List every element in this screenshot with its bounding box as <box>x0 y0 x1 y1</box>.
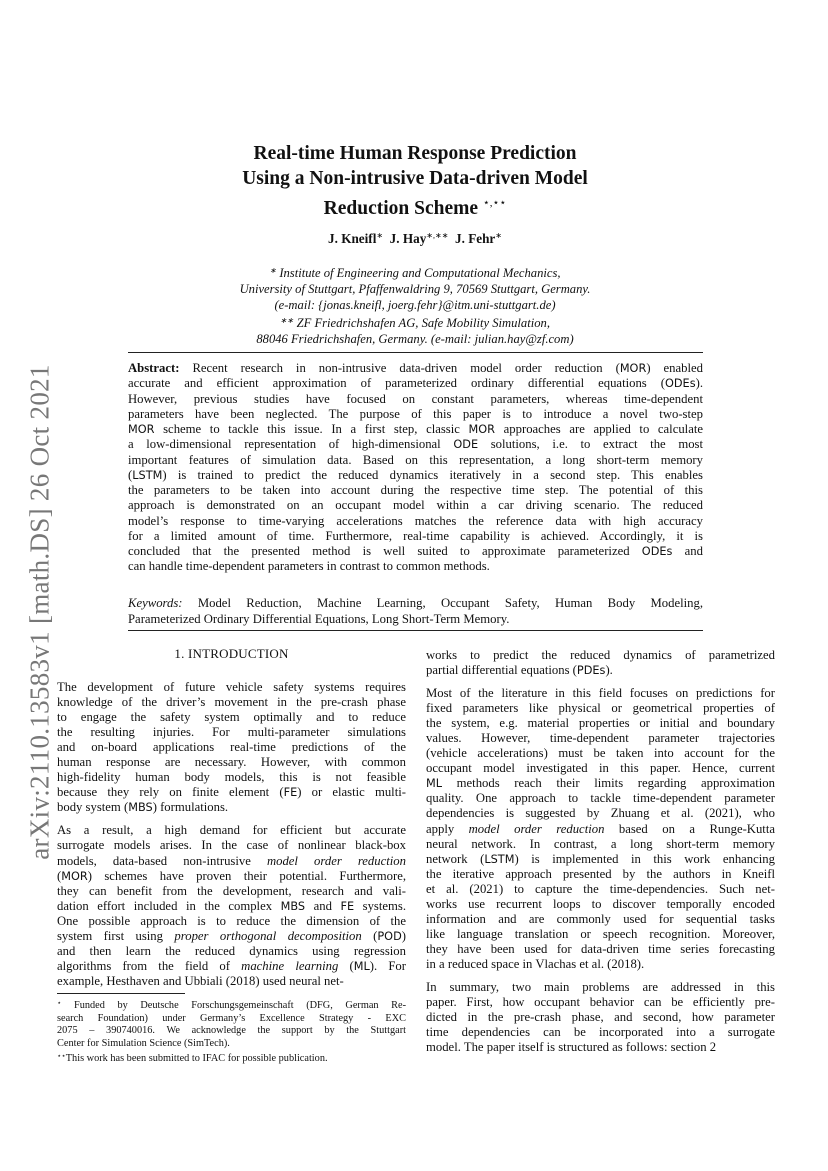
section-heading: 1. INTRODUCTION <box>174 646 289 661</box>
author: J. Fehr∗ <box>455 231 502 246</box>
footnote-line: Center for Simulation Science (SimTech). <box>57 1037 230 1049</box>
body-line: they have been used for data-driven time series forecasting <box>426 941 775 956</box>
body-line: partial differential equations (PDEs). <box>426 663 613 678</box>
title-line: Using a Non-intrusive Data-driven Model <box>242 167 588 189</box>
body-line: fixed parameters like physical or geometrical properties of <box>426 701 775 716</box>
arxiv-identifier: arXiv:2110.13583v1 [math.DS] 26 Oct 2021 <box>24 364 55 860</box>
abstract-line: However, previous studies have focused on constant parameters, whereas time-dependent <box>128 391 703 406</box>
abstract-line: important features of simulation data. Based on this representation, a long short-term memory <box>128 452 703 467</box>
body-line: in a reduced space in Vlachas et al. (2018). <box>426 956 645 971</box>
right-column <box>426 648 775 1063</box>
affiliation-line: ∗ Institute of Engineering and Computational Mechanics, <box>269 266 561 280</box>
abstract-label: Abstract: <box>128 361 180 375</box>
body-line: (MOR) schemes have proven their potential. Furthermore, <box>57 868 406 883</box>
abstract-line: concluded that the presented method is well suited to approximate parameterized ODEs and <box>128 544 703 558</box>
footnotes <box>57 997 406 1066</box>
keywords-line: Parameterized Ordinary Differential Equations, Long Short-Term Memory. <box>128 611 510 626</box>
paper-title <box>150 142 680 222</box>
affiliation-line: 88046 Friedrichshafen, Germany. (e-mail: julian.hay@zf.com) <box>256 332 574 347</box>
body-line: like language translation or speech recognition. Moreover, <box>426 926 775 941</box>
body-line: to engage the safety system optimally and to reduce <box>57 710 406 725</box>
affiliations <box>150 263 680 348</box>
body-line: high-fidelity human body models, this is not feasible <box>57 770 406 785</box>
body-line: time dependencies can be incorporated into a surrogate <box>426 1025 775 1040</box>
body-line: One possible approach is to reduce the dimension of the <box>57 913 406 928</box>
footnote-mark: ⋆ <box>57 999 62 1007</box>
abstract-line: parameters have been neglected. The purpose of this paper is to introduce a novel two-step <box>128 406 703 421</box>
author-list <box>150 231 680 247</box>
left-column <box>57 680 406 997</box>
body-paragraph <box>57 680 406 815</box>
body-line: In summary, two main problems are addressed in this <box>426 979 775 994</box>
title-line <box>150 191 680 222</box>
body-paragraph <box>426 686 775 972</box>
body-line: dation effort included in the complex MBS and FE systems. <box>57 898 406 913</box>
body-line: dicted in the pre-crash phase, and second, how parameter <box>426 1010 775 1025</box>
body-line: dependencies is suggested by Zhuang et al. (2021), who <box>426 806 775 821</box>
abstract-line: approach is demonstrated on an occupant model within a car driving scenario. The reduced <box>128 498 703 513</box>
title-line-text: Reduction Scheme <box>323 198 479 219</box>
body-line: occupant model investigated in this paper. Hence, current <box>426 761 775 776</box>
author: J. Kneifl∗ <box>328 231 384 246</box>
body-line: values. However, time-dependent parameter trajectories <box>426 731 775 746</box>
body-line: As a result, a high demand for efficient but accurate <box>57 823 406 838</box>
abstract-line: Abstract: Recent research in non-intrusive data-driven model order reduction (MOR) enabled <box>128 361 703 375</box>
body-line: Most of the literature in this field focuses on predictions for <box>426 686 775 701</box>
body-line: model. The paper itself is structured as follows: section 2 <box>426 1040 717 1055</box>
body-line: knowledge of the driver’s movement in the pre-crash phase <box>57 695 406 710</box>
body-paragraph <box>57 823 406 989</box>
body-line: et al. (2021) to capture the time-dependencies. Such net- <box>426 881 775 896</box>
body-line: because they rely on finite element (FE) or elastic multi- <box>57 785 406 800</box>
abstract-line: the parameters to be taken into account during the respective time step. The potential of this <box>128 483 703 497</box>
affiliation-line: (e-mail: {jonas.kneifl, joerg.fehr}@itm.uni-stuttgart.de) <box>274 297 556 312</box>
body-line: surrogate models arises. In the case of nonlinear black-box <box>57 838 406 853</box>
body-line: the resulting injuries. For multi-parameter simulations <box>57 725 406 740</box>
abstract-line: model’s response to time-varying accelerations matches the reference data with high accuracy <box>128 513 703 528</box>
body-line: works to predict the reduced dynamics of parametrized <box>426 648 775 662</box>
body-paragraph <box>426 980 775 1055</box>
author: J. Hay∗,∗∗ <box>389 231 449 246</box>
footnote-line: ⋆ Funded by Deutsche Forschungsgemeinschaft (DFG, German Re- <box>57 999 406 1011</box>
body-line: example, Hesthaven and Ubbiali (2018) used neural net- <box>57 973 344 988</box>
abstract-line: a low-dimensional representation of high-dimensional ODE solutions, i.e. to extract the most <box>128 437 703 452</box>
abstract-top-rule <box>128 352 703 353</box>
abstract-bottom-rule <box>128 630 703 631</box>
body-line: system first using proper orthogonal decomposition (POD) <box>57 928 406 943</box>
body-line: The development of future vehicle safety systems requires <box>57 680 406 694</box>
abstract-line: for a limited amount of time. Furthermore, real-time capability is achieved. Accordingly, it is <box>128 528 703 543</box>
body-line: the system, e.g. material properties or initial and boundary <box>426 716 775 731</box>
affiliation-line: University of Stuttgart, Pfaffenwaldring 9, 70569 Stuttgart, Germany. <box>239 281 591 296</box>
body-line: they can benefit from the development, research and vali- <box>57 883 406 898</box>
footnote-line: 2075 – 390740016. We acknowledge the support by the Stuttgart <box>57 1025 406 1037</box>
footnote-line: ⋆⋆This work has been submitted to IFAC for possible publication. <box>57 1052 328 1065</box>
body-line: works use recurrent loops to discover temporally encoded <box>426 896 775 911</box>
body-line: neural network. In contrast, a long short-term memory <box>426 836 775 851</box>
body-line: and then learn the reduced dynamics using regression <box>57 943 406 958</box>
body-line: ML methods reach their limits regarding approximation <box>426 776 775 791</box>
keywords <box>128 596 703 627</box>
body-line: human response are necessary. However, with common <box>57 755 406 770</box>
affiliation-line: ∗∗ ZF Friedrichshafen AG, Safe Mobility Simulation, <box>280 316 550 331</box>
body-line: algorithms from the field of machine learning (ML). For <box>57 958 406 973</box>
body-line: network (LSTM) is implemented in this work enhancing <box>426 851 775 866</box>
abstract-line: can handle time-dependent parameters in contrast to common methods. <box>128 559 490 574</box>
body-line: information and are commonly used for sequential tasks <box>426 911 775 926</box>
body-line: (vehicle accelerations) must be taken into account for the <box>426 746 775 761</box>
abstract-line: accurate and efficient approximation of parameterized ordinary differential equations (ODEs). <box>128 376 703 391</box>
keywords-line: Keywords: Model Reduction, Machine Learning, Occupant Safety, Human Body Modeling, <box>128 596 703 610</box>
body-line: paper. First, how occupant behavior can be efficiently pre- <box>426 995 775 1010</box>
body-paragraph <box>426 648 775 678</box>
title-footnote-marks: ⋆,⋆⋆ <box>482 197 507 209</box>
footnote-line: search Foundation) under Germany’s Excellence Strategy - EXC <box>57 1012 406 1024</box>
body-line: apply model order reduction based on a Runge-Kutta <box>426 821 775 836</box>
body-line: the iterative approach presented by the authors in Kneifl <box>426 866 775 881</box>
body-line: and on-board applications real-time predictions of the <box>57 740 406 755</box>
arxiv-side-stamp <box>22 352 58 872</box>
body-line: quality. One approach to tackle time-dependent parameter <box>426 791 775 806</box>
footnote-mark: ⋆⋆ <box>57 1052 66 1061</box>
body-line: body system (MBS) formulations. <box>57 800 229 815</box>
footnote-rule <box>57 993 185 994</box>
abstract <box>128 361 703 575</box>
keywords-label: Keywords: <box>128 596 183 610</box>
body-line: models, data-based non-intrusive model order reduction <box>57 853 406 868</box>
title-line: Real-time Human Response Prediction <box>253 143 577 164</box>
abstract-line: (LSTM) is trained to predict the reduced dynamics iteratively in a second step. This enables <box>128 467 703 482</box>
abstract-line: MOR scheme to tackle this issue. In a first step, classic MOR approaches are applied to calculate <box>128 422 703 436</box>
